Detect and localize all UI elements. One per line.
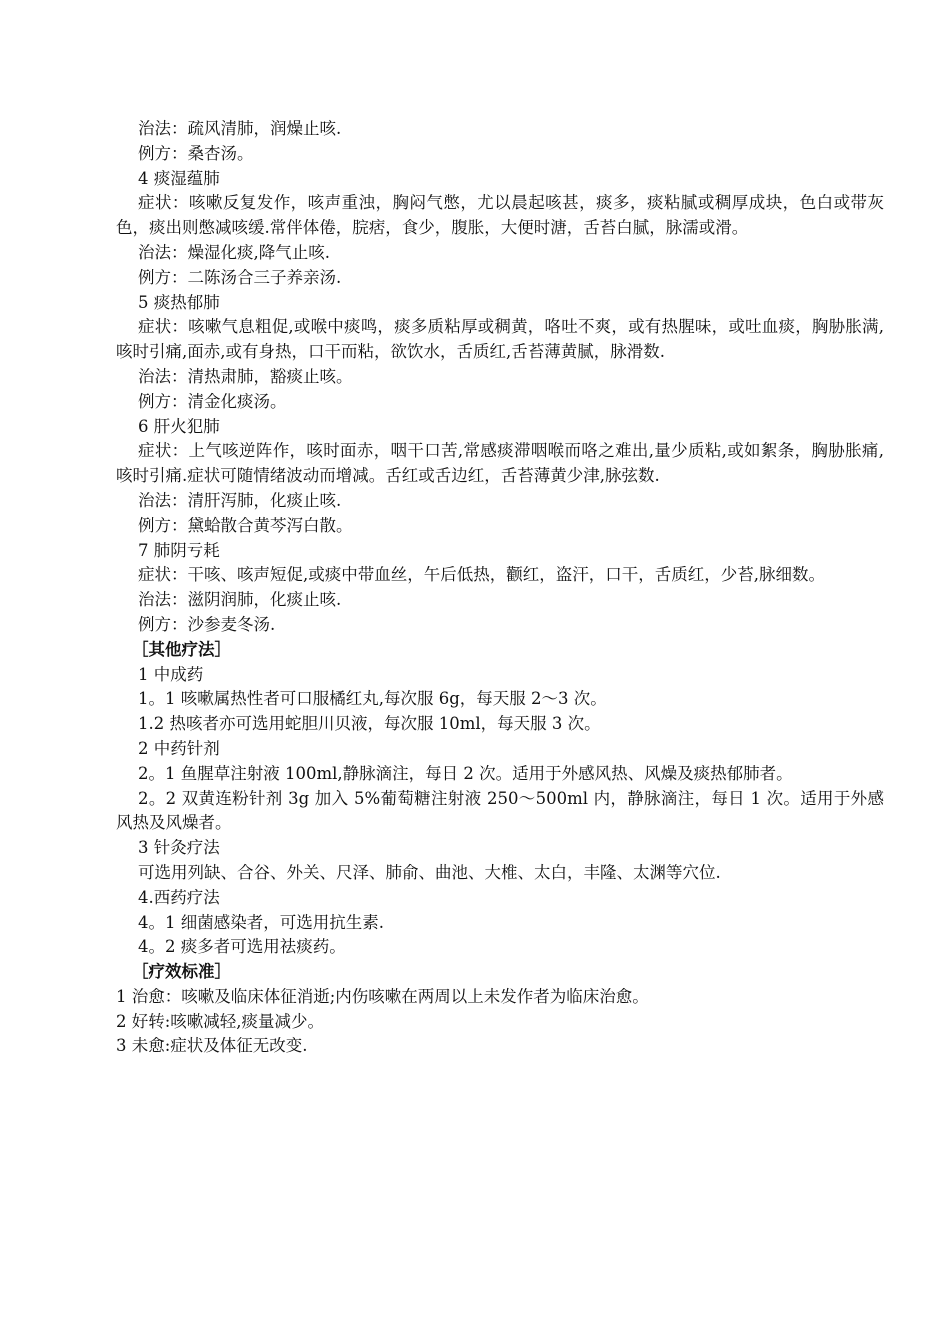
therapy-item: 2。1 鱼腥草注射液 100ml,静脉滴注，每日 2 次。适用于外感风热、风燥及痰热郁肺者。 [138, 763, 793, 783]
treatment-line: 治法：滋阴润肺，化痰止咳. [138, 590, 342, 610]
symptom-paragraph: 症状：咳嗽反复发作，咳声重浊，胸闷气憋，尤以晨起咳甚，痰多，痰粘腻或稠厚成块，色白或带灰色，痰出则憋减咳缓.常伴体倦，脘痞，食少，腹胀，大便时溏，舌苔白腻，脉濡或滑。 [116, 193, 884, 238]
symptom-paragraph: 症状：干咳、咳声短促,或痰中带血丝，午后低热，颧红，盗汗，口干，舌质红，少苔,脉细数。 [138, 565, 825, 585]
section-heading: 6 肝火犯肺 [138, 416, 220, 436]
subsection-heading: 3 针灸疗法 [138, 838, 220, 858]
treatment-line: 治法：清肝泻肺，化痰止咳. [138, 490, 342, 510]
section-heading: 7 肺阴亏耗 [138, 540, 220, 560]
therapy-item: 2。2 双黄连粉针剂 3g 加入 5%葡萄糖注射液 250～500ml 内，静脉滴注，每日 1 次。适用于外感风热及风燥者。 [116, 788, 884, 833]
document-page [116, 117, 884, 1059]
other-therapies-heading: ［其他疗法］ [132, 639, 231, 659]
therapy-item: 4。1 细菌感染者，可选用抗生素. [138, 912, 384, 932]
prescription-line: 例方：沙参麦冬汤. [138, 614, 276, 634]
symptom-paragraph: 症状：咳嗽气息粗促,或喉中痰鸣，痰多质粘厚或稠黄，咯吐不爽，或有热腥味，或吐血痰，胸胁胀满,咳时引痛,面赤,或有身热，口干而粘，欲饮水，舌质红,舌苔薄黄腻，脉滑数. [116, 317, 884, 362]
subsection-heading: 1 中成药 [138, 664, 204, 684]
subsection-heading: 2 中药针剂 [138, 738, 220, 758]
subsection-heading: 4.西药疗法 [138, 887, 220, 907]
treatment-line: 治法：清热肃肺，豁痰止咳。 [138, 366, 353, 386]
prescription-line: 例方：清金化痰汤。 [138, 391, 287, 411]
efficacy-item: 3 未愈:症状及体征无改变. [116, 1036, 308, 1056]
symptom-paragraph: 症状：上气咳逆阵作，咳时面赤，咽干口苦,常感痰滞咽喉而咯之难出,量少质粘,或如絮条，胸胁胀痛,咳时引痛.症状可随情绪波动而增减。舌红或舌边红，舌苔薄黄少津,脉弦数. [116, 441, 884, 486]
therapy-item: 1。1 咳嗽属热性者可口服橘红丸,每次服 6g，每天服 2～3 次。 [138, 689, 607, 709]
therapy-item: 可选用列缺、合谷、外关、尺泽、肺俞、曲池、大椎、太白，丰隆、太渊等穴位. [138, 862, 721, 882]
treatment-line: 治法：燥湿化痰,降气止咳. [138, 242, 330, 262]
efficacy-item: 1 治愈：咳嗽及临床体征消逝;内伤咳嗽在两周以上未发作者为临床治愈。 [116, 986, 649, 1006]
efficacy-standard-heading: ［疗效标准］ [132, 962, 231, 982]
therapy-item: 4。2 痰多者可选用祛痰药。 [138, 937, 346, 957]
prescription-line: 例方：黛蛤散合黄芩泻白散。 [138, 515, 353, 535]
therapy-item: 1.2 热咳者亦可选用蛇胆川贝液，每次服 10ml，每天服 3 次。 [138, 714, 601, 734]
section-heading: 4 痰湿蕴肺 [138, 168, 220, 188]
prescription-line: 例方：二陈汤合三子养亲汤. [138, 267, 342, 287]
efficacy-item: 2 好转:咳嗽减轻,痰量减少。 [116, 1011, 325, 1031]
prescription-line: 例方：桑杏汤。 [138, 143, 254, 163]
section-heading: 5 痰热郁肺 [138, 292, 220, 312]
treatment-line: 治法：疏风清肺，润燥止咳. [138, 119, 342, 138]
